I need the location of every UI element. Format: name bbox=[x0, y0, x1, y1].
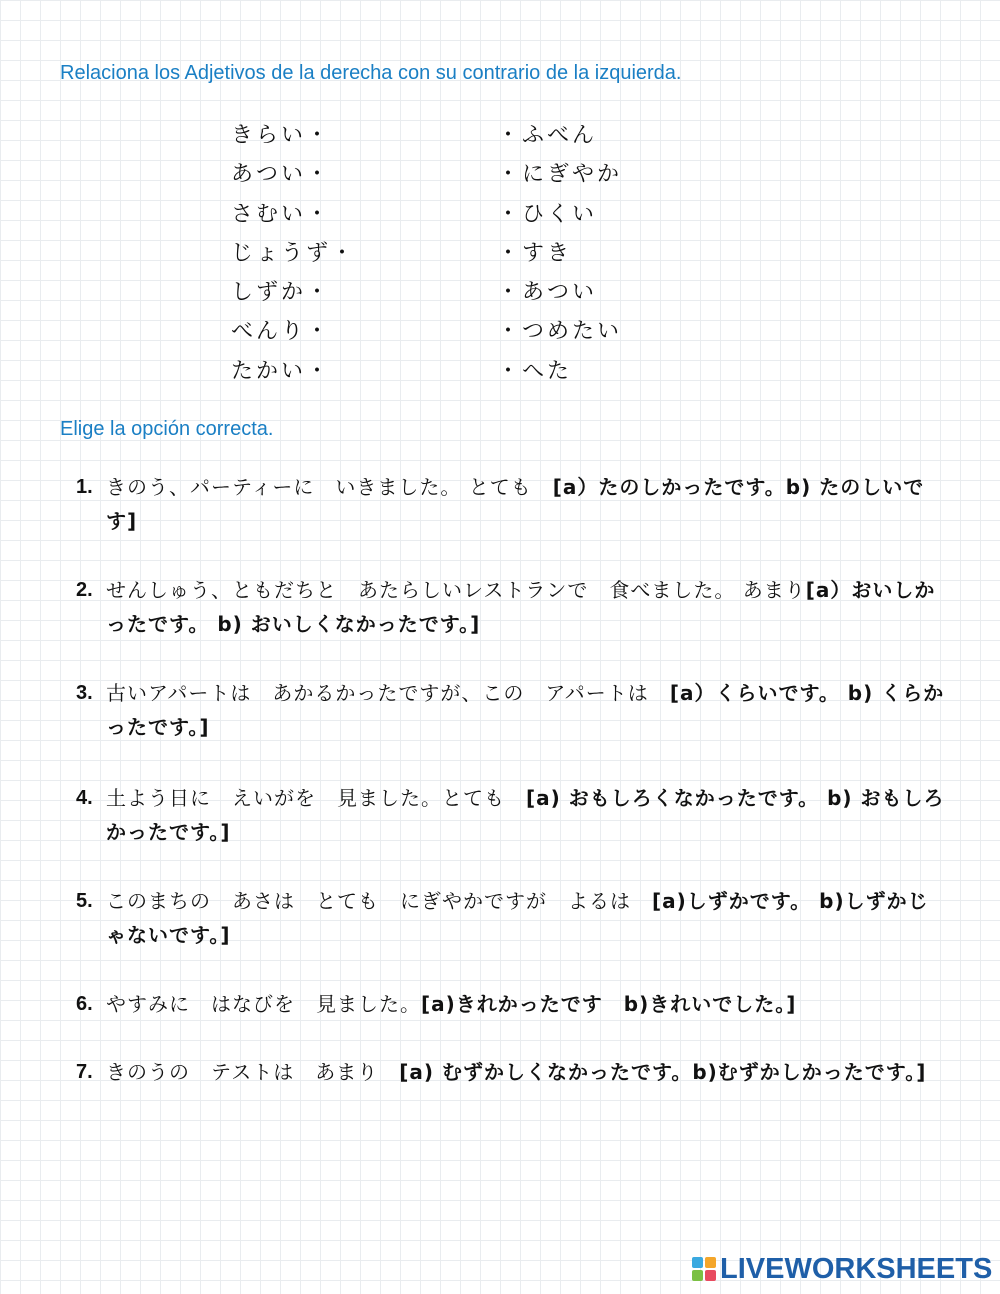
question-text: 土よう日に えいがを 見ました。とても bbox=[106, 786, 526, 810]
left-word[interactable]: じょうず・ bbox=[231, 240, 357, 266]
question-item bbox=[76, 884, 946, 952]
question-options[interactable]: [a)きれかったです b)きれいでした。] bbox=[421, 992, 797, 1016]
question-text: せんしゅう、ともだちと あたらしいレストランで 食べました。 あまり bbox=[106, 578, 806, 602]
left-word[interactable]: たかい・ bbox=[231, 358, 332, 384]
question-item bbox=[76, 1055, 946, 1089]
matching-left-column bbox=[231, 116, 356, 391]
question-item bbox=[76, 676, 946, 744]
left-word[interactable]: あつい・ bbox=[231, 162, 332, 188]
right-word[interactable]: ・すき bbox=[497, 240, 573, 266]
question-options[interactable]: [a）くらいです。 b) くらかったです。] bbox=[106, 681, 945, 739]
logo-square-icon bbox=[692, 1270, 703, 1281]
right-word[interactable]: ・へた bbox=[497, 358, 573, 384]
right-word[interactable]: ・ひくい bbox=[497, 201, 598, 227]
right-word[interactable]: ・つめたい bbox=[497, 319, 623, 345]
question-number: 4. bbox=[76, 787, 93, 809]
matching-right-column bbox=[497, 116, 622, 391]
question-number: 7. bbox=[76, 1061, 93, 1083]
right-word[interactable]: ・あつい bbox=[497, 280, 598, 306]
question-number: 2. bbox=[76, 579, 93, 601]
question-options[interactable]: [a) むずかしくなかったです。b)むずかしかったです。] bbox=[399, 1060, 927, 1084]
question-options[interactable]: [a) おもしろくなかったです。 b) おもしろかったです。] bbox=[106, 786, 945, 844]
question-item bbox=[76, 470, 946, 538]
left-word[interactable]: べんり・ bbox=[231, 319, 332, 345]
question-number: 5. bbox=[76, 890, 93, 912]
liveworksheets-logo bbox=[692, 1253, 992, 1285]
question-text: きのう、パーティーに いきました。 とても bbox=[106, 475, 553, 499]
question-number: 6. bbox=[76, 993, 93, 1015]
question-options[interactable]: [a)しずかです。 b)しずかじゃないです。] bbox=[106, 889, 929, 947]
question-item bbox=[76, 781, 946, 849]
logo-square-icon bbox=[705, 1270, 716, 1281]
question-options[interactable]: [a）たのしかったです。b) たのしいです] bbox=[106, 475, 925, 533]
logo-square-icon bbox=[692, 1257, 703, 1268]
logo-square-icon bbox=[705, 1257, 716, 1268]
left-word[interactable]: しずか・ bbox=[231, 280, 332, 306]
logo-mark-icon bbox=[692, 1257, 716, 1281]
left-word[interactable]: さむい・ bbox=[231, 201, 332, 227]
question-item bbox=[76, 987, 946, 1021]
question-text: 古いアパートは あかるかったですが、この アパートは bbox=[106, 681, 670, 705]
logo-text: LIVEWORKSHEETS bbox=[720, 1252, 993, 1285]
question-number: 3. bbox=[76, 682, 93, 704]
question-text: きのうの テストは あまり bbox=[106, 1060, 400, 1084]
matching-instruction: Relaciona los Adjetivos de la derecha con su contrario de la izquierda. bbox=[60, 62, 682, 84]
question-number: 1. bbox=[76, 476, 93, 498]
right-word[interactable]: ・ふべん bbox=[497, 123, 598, 148]
question-text: やすみに はなびを 見ました。 bbox=[106, 992, 421, 1016]
left-word[interactable]: きらい・ bbox=[231, 123, 332, 148]
question-options[interactable]: [a）おいしかったです。 b) おいしくなかったです。] bbox=[106, 578, 936, 636]
choice-instruction: Elige la opción correcta. bbox=[60, 418, 274, 440]
question-item bbox=[76, 573, 946, 641]
question-text: このまちの あさは とても にぎやかですが よるは bbox=[106, 889, 652, 913]
right-word[interactable]: ・にぎやか bbox=[497, 162, 623, 188]
